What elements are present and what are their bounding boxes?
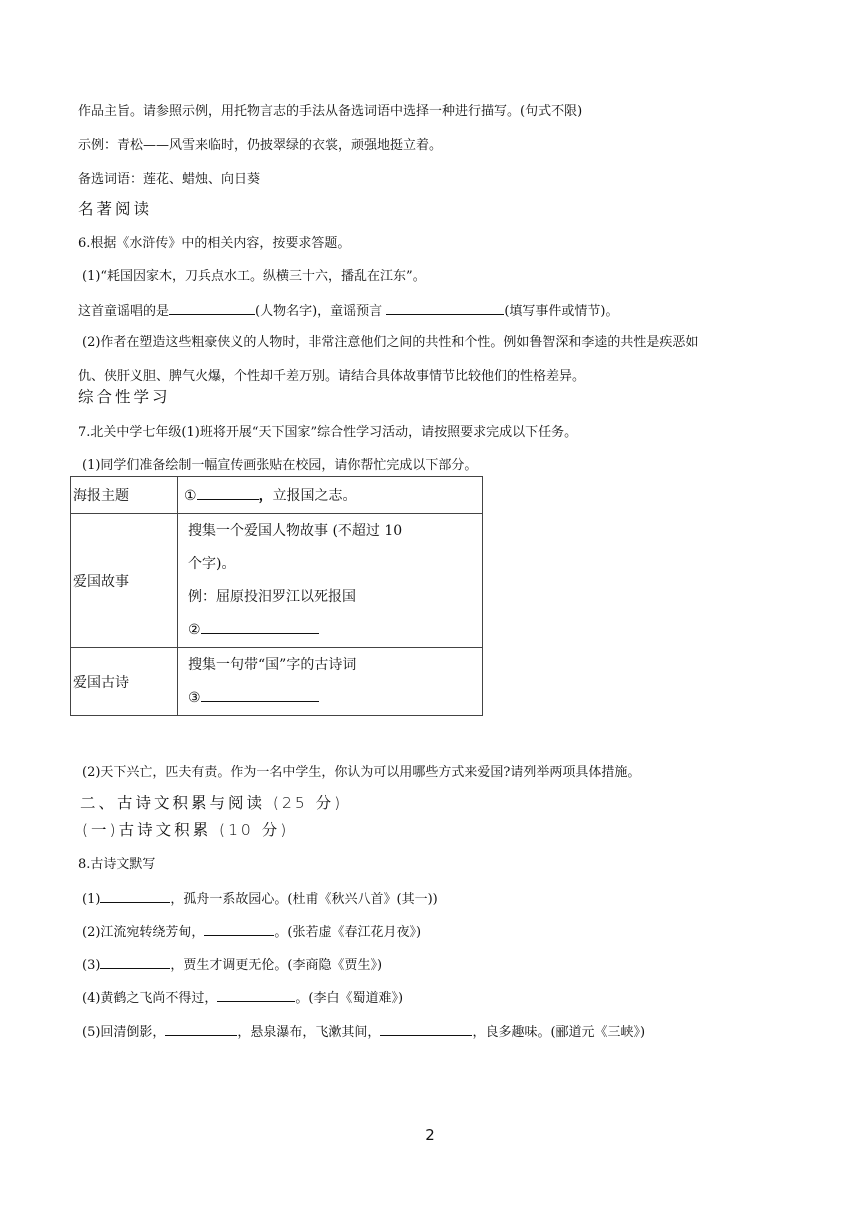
- q6-text-b: (人物名字)，童谣预言: [255, 304, 383, 319]
- answer-blank[interactable]: [169, 301, 255, 315]
- answer-blank[interactable]: [201, 688, 319, 702]
- q6-part2-line1: (2)作者在塑造这些粗豪侠义的人物时，非常注意他们之间的共性和个性。例如鲁智深和李逵的共性是疾恶如: [82, 335, 699, 350]
- answer-blank[interactable]: [386, 301, 504, 315]
- table-row: [71, 514, 483, 648]
- q8-line5: (5)回清倒影， ，悬泉瀑布，飞漱其间， ，良多趣味。(郦道元《三峡》): [82, 1022, 645, 1042]
- example-line: 示例：青松——风雪来临时，仍披翠绿的衣裳，顽强地挺立着。: [78, 138, 443, 153]
- theme-cell: ① ，立报国之志。: [178, 477, 483, 514]
- answer-blank[interactable]: [165, 1022, 237, 1036]
- answer-blank[interactable]: [100, 889, 170, 903]
- answer-blank[interactable]: [100, 955, 170, 969]
- section-heading-zonghe: 综合性学习: [78, 388, 171, 406]
- q8-line4: (4)黄鹤之飞尚不得过， 。(李白《蜀道难》): [82, 988, 403, 1008]
- row-label-story: 爱国故事: [71, 514, 178, 648]
- q8-stem: 8.古诗文默写: [78, 857, 156, 872]
- q6-part2-line2: 仇、侠肝义胆、脾气火爆，个性却千差万别。请结合具体故事情节比较他们的性格差异。: [78, 369, 586, 384]
- q6-part1: (1)“耗国因家木，刀兵点水工。纵横三十六，播乱在江东”。: [82, 269, 426, 284]
- q7-stem: 7.北关中学七年级(1)班将开展“天下国家”综合性学习活动，请按照要求完成以下任务。: [78, 425, 578, 440]
- row-label-theme: 海报主题: [71, 477, 178, 514]
- poster-table: [70, 476, 483, 716]
- q6-text-a: 这首童谣唱的是: [78, 304, 170, 319]
- table-row: [71, 648, 483, 716]
- section-heading-mingzhu: 名著阅读: [78, 200, 153, 218]
- options-line: 备选词语：莲花、蜡烛、向日葵: [78, 172, 261, 187]
- q6-part1-answer-line: [78, 301, 618, 321]
- poem-cell: 搜集一句带“国”字的古诗词 ③: [178, 648, 483, 716]
- row-label-poem: 爱国古诗: [71, 648, 178, 716]
- table-row: [71, 477, 483, 514]
- q8-line2: (2)江流宛转绕芳甸， 。(张若虚《春江花月夜》): [82, 922, 421, 942]
- section-heading-2: 二、古诗文积累与阅读 (25 分): [80, 794, 344, 812]
- q8-line3: (3) ，贾生才调更无伦。(李商隐《贾生》): [82, 955, 382, 975]
- answer-blank[interactable]: [217, 988, 295, 1002]
- q6-stem: 6.根据《水浒传》中的相关内容，按要求答题。: [78, 236, 351, 251]
- answer-blank[interactable]: [380, 1022, 472, 1036]
- answer-blank[interactable]: [201, 620, 319, 634]
- q6-text-c: (填写事件或情节)。: [504, 304, 619, 319]
- intro-line: 作品主旨。请参照示例，用托物言志的手法从备选词语中选择一种进行描写。(句式不限): [78, 104, 583, 119]
- section-subheading: (一)古诗文积累 (10 分): [82, 821, 290, 839]
- answer-blank[interactable]: [204, 922, 274, 936]
- story-cell: 搜集一个爱国人物故事 (不超过 10 个字)。 例：屈原投汨罗江以死报国 ②: [178, 514, 483, 648]
- q8-line1: (1) ，孤舟一系故园心。(杜甫《秋兴八首》(其一)): [82, 889, 438, 909]
- page-number: 2: [425, 1126, 435, 1144]
- q7-part1: (1)同学们准备绘制一幅宣传画张贴在校园，请你帮忙完成以下部分。: [82, 458, 478, 473]
- answer-blank[interactable]: [197, 486, 259, 500]
- q7-part2: (2)天下兴亡，匹夫有责。作为一名中学生，你认为可以用哪些方式来爱国?请列举两项具体措施。: [82, 765, 641, 780]
